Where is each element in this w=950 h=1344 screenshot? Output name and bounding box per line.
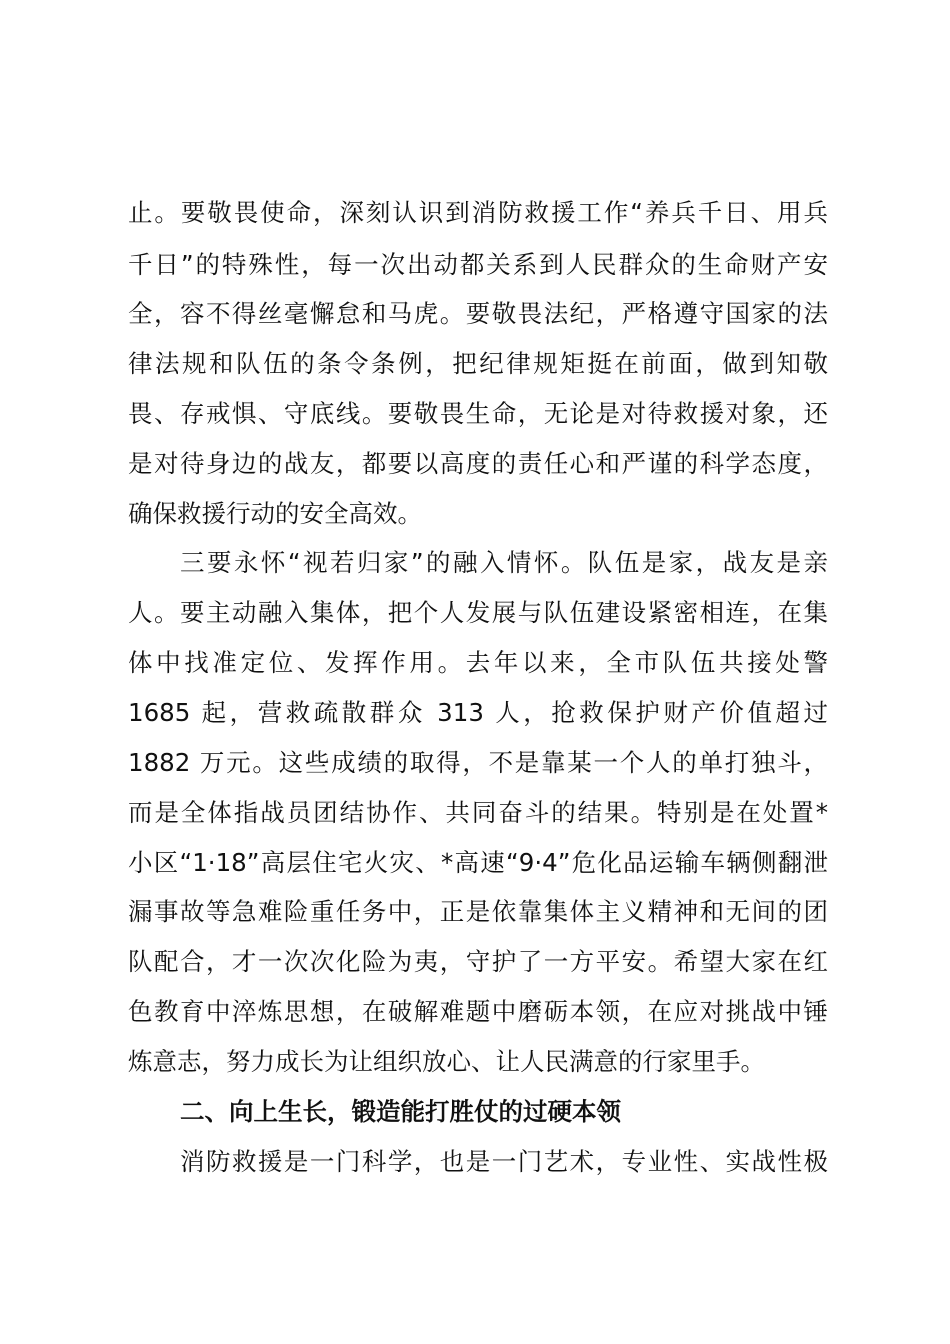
text-line: 1685 起，营救疏散群众 313 人，抢救保护财产价值超过: [128, 698, 828, 727]
text-line: 畏、存戒惧、守底线。要敬畏生命，无论是对待救援对象，还: [128, 399, 828, 428]
text-line: 1882 万元。这些成绩的取得，不是靠某一个人的单打独斗，: [128, 748, 828, 777]
text-line: 炼意志，努力成长为让组织放心、让人民满意的行家里手。: [128, 1047, 765, 1076]
text-line: 全，容不得丝毫懈怠和马虎。要敬畏法纪，严格遵守国家的法: [128, 299, 828, 328]
text-line: 消防救援是一门科学，也是一门艺术，专业性、实战性极: [180, 1147, 828, 1176]
text-line: 而是全体指战员团结协作、共同奋斗的结果。特别是在处置*: [128, 798, 828, 827]
text-line: 止。要敬畏使命，深刻认识到消防救援工作“养兵千日、用兵: [128, 198, 828, 227]
text-line: 漏事故等急难险重任务中，正是依靠集体主义精神和无间的团: [128, 897, 828, 926]
text-line: 队配合，才一次次化险为夷，守护了一方平安。希望大家在红: [128, 947, 828, 976]
text-line: 三要永怀“视若归家”的融入情怀。队伍是家，战友是亲: [180, 548, 828, 577]
text-line: 确保救援行动的安全高效。: [128, 499, 422, 528]
section-heading: 二、向上生长，锻造能打胜仗的过硬本领: [180, 1097, 621, 1126]
text-line: 千日”的特殊性，每一次出动都关系到人民群众的生命财产安: [128, 250, 828, 279]
text-line: 小区“1·18”高层住宅火灾、*高速“9·4”危化品运输车辆侧翻泄: [128, 848, 828, 877]
text-line: 色教育中淬炼思想，在破解难题中磨砺本领，在应对挑战中锤: [128, 997, 828, 1026]
text-line: 是对待身边的战友，都要以高度的责任心和严谨的科学态度，: [128, 449, 828, 478]
text-line: 人。要主动融入集体，把个人发展与队伍建设紧密相连，在集: [128, 598, 828, 627]
text-line: 律法规和队伍的条令条例，把纪律规矩挺在前面，做到知敬: [128, 349, 828, 378]
text-line: 体中找准定位、发挥作用。去年以来，全市队伍共接处警: [128, 648, 828, 677]
